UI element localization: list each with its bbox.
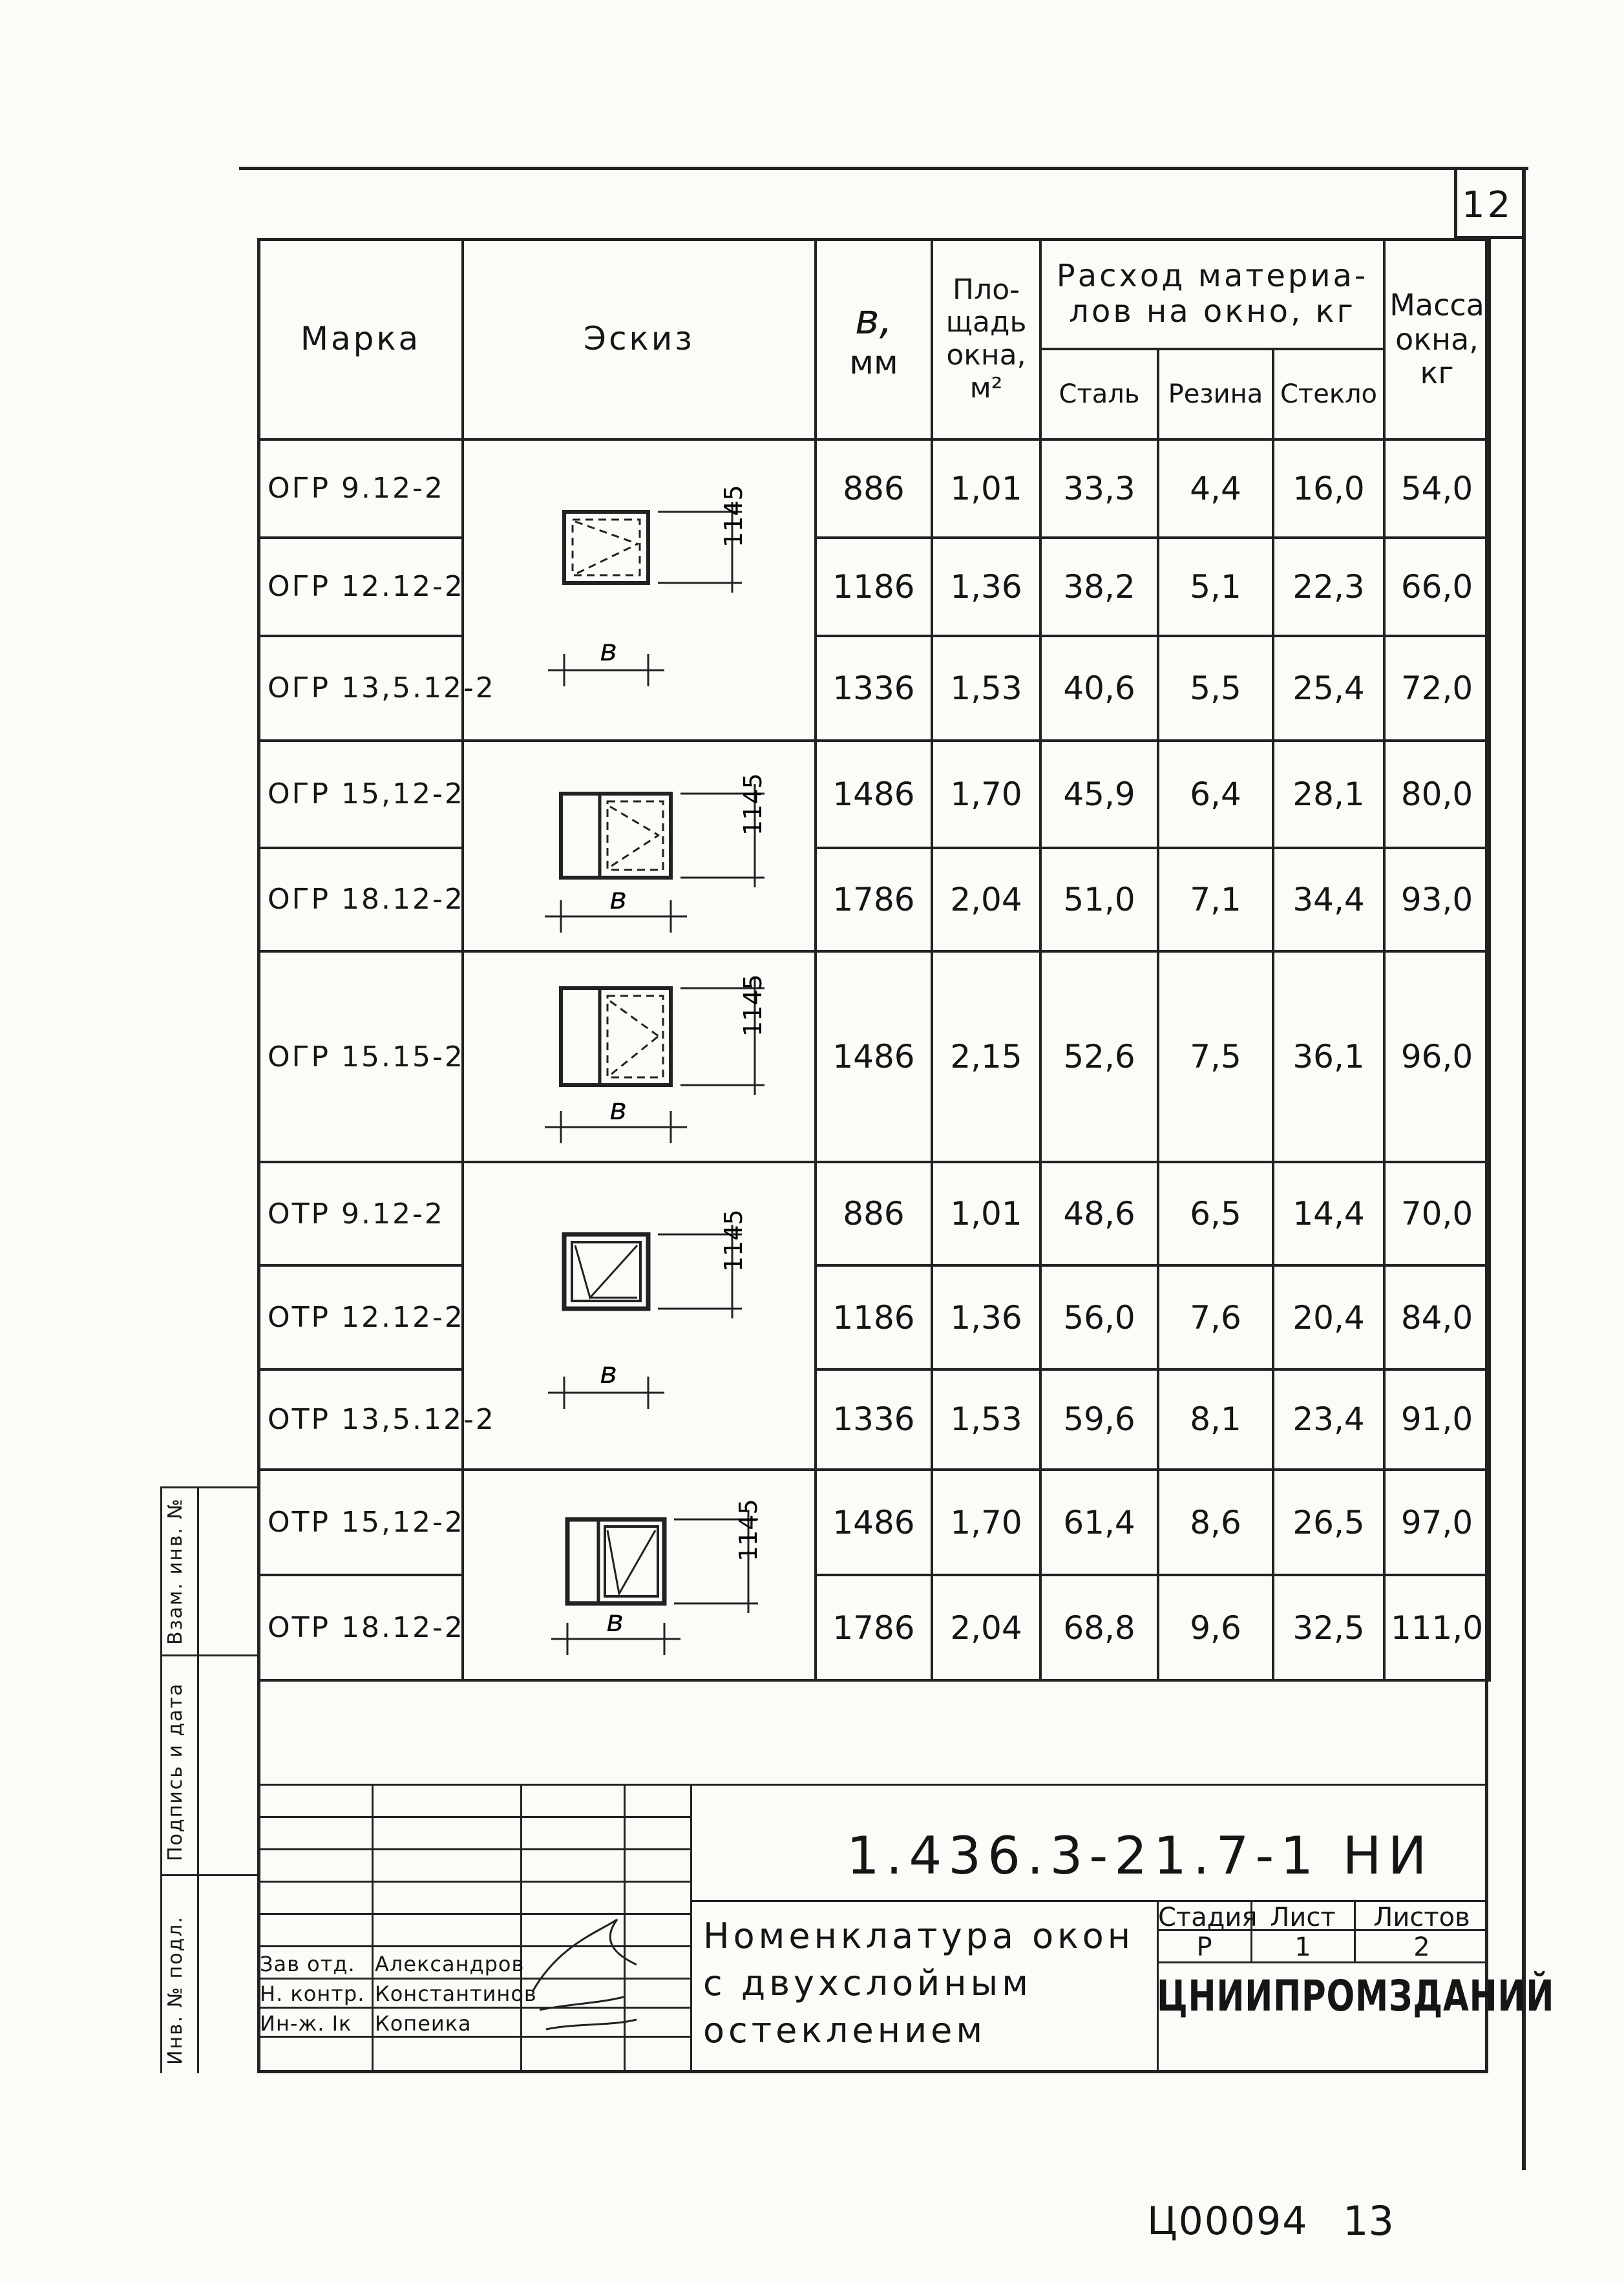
archive-number: 13 xyxy=(1343,2197,1394,2245)
header-glass: Стекло xyxy=(1273,349,1384,439)
width-cell: 1186 xyxy=(816,1265,932,1369)
mark-cell: ОТР 9.12-2 xyxy=(258,1162,463,1265)
organization-name: ЦНИИПРОМЗДАНИЙ xyxy=(1157,1971,1555,2021)
glass-cell: 36,1 xyxy=(1273,951,1384,1162)
area-cell: 1,70 xyxy=(932,1470,1040,1575)
area-cell: 2,04 xyxy=(932,848,1040,951)
area-cell: 1,36 xyxy=(932,1265,1040,1369)
header-area: Пло- щадь окна, м² xyxy=(932,239,1040,439)
area-cell: 1,01 xyxy=(932,1162,1040,1265)
stamp-col-line xyxy=(690,1784,692,2073)
sketch-width-label: в xyxy=(609,1092,627,1126)
mass-cell: 80,0 xyxy=(1384,741,1490,848)
header-rubber: Резина xyxy=(1158,349,1273,439)
sketch-width-label: в xyxy=(609,881,627,916)
rubber-cell: 6,4 xyxy=(1158,741,1273,848)
steel-cell: 51,0 xyxy=(1040,848,1158,951)
mass-cell: 96,0 xyxy=(1384,951,1490,1162)
mass-cell: 54,0 xyxy=(1384,439,1490,538)
width-cell: 1186 xyxy=(816,538,932,636)
mark-cell: ОТР 12.12-2 xyxy=(258,1265,463,1369)
stage-value: Р xyxy=(1196,1932,1212,1962)
width-cell: 886 xyxy=(816,1162,932,1265)
steel-cell: 45,9 xyxy=(1040,741,1158,848)
stamp-col-line xyxy=(372,1784,374,2073)
header-width-symbol: в, xyxy=(854,296,893,344)
sketch-width-label: в xyxy=(600,633,618,668)
glass-cell: 23,4 xyxy=(1273,1369,1384,1470)
rubber-cell: 8,6 xyxy=(1158,1470,1273,1575)
sketch-height-label: 1145 xyxy=(739,974,767,1037)
glass-cell: 25,4 xyxy=(1273,636,1384,741)
rubber-cell: 9,6 xyxy=(1158,1575,1273,1680)
staff-role: Ин-ж. Iк xyxy=(260,2011,352,2036)
sketch-width-label: в xyxy=(600,1355,618,1390)
width-cell: 1486 xyxy=(816,741,932,848)
stamp-top-line xyxy=(257,1784,1488,1786)
sheet-value: 1 xyxy=(1294,1932,1311,1962)
area-cell: 1,01 xyxy=(932,439,1040,538)
sketch-width-label: в xyxy=(606,1603,624,1638)
rubber-cell: 7,6 xyxy=(1158,1265,1273,1369)
area-cell: 1,70 xyxy=(932,741,1040,848)
width-cell: 1786 xyxy=(816,1575,932,1680)
mass-cell: 111,0 xyxy=(1384,1575,1490,1680)
header-steel: Сталь xyxy=(1040,349,1158,439)
mass-cell: 66,0 xyxy=(1384,538,1490,636)
glass-cell: 16,0 xyxy=(1273,439,1384,538)
area-cell: 1,53 xyxy=(932,636,1040,741)
header-sketch: Эскиз xyxy=(463,239,816,439)
page-number: 12 xyxy=(1462,184,1513,226)
mark-cell: ОГР 9.12-2 xyxy=(258,439,463,538)
rubber-cell: 7,5 xyxy=(1158,951,1273,1162)
mark-cell: ОГР 15.15-2 xyxy=(258,951,463,1162)
mass-cell: 93,0 xyxy=(1384,848,1490,951)
mass-cell: 91,0 xyxy=(1384,1369,1490,1470)
steel-cell: 48,6 xyxy=(1040,1162,1158,1265)
rubber-cell: 5,5 xyxy=(1158,636,1273,741)
stamp-code-line xyxy=(690,1900,1488,1902)
sketch-height-label: 1145 xyxy=(719,485,748,547)
rubber-cell: 5,1 xyxy=(1158,538,1273,636)
glass-cell: 34,4 xyxy=(1273,848,1384,951)
mark-cell: ОТР 13,5.12-2 xyxy=(258,1369,463,1470)
signatures xyxy=(520,1907,649,2036)
staff-name: Копеика xyxy=(375,2011,472,2036)
mass-cell: 97,0 xyxy=(1384,1470,1490,1575)
width-cell: 886 xyxy=(816,439,932,538)
mark-cell: ОГР 13,5.12-2 xyxy=(258,636,463,741)
mark-cell: ОТР 18.12-2 xyxy=(258,1575,463,1680)
header-consumption: Расход материа- лов на окно, кг xyxy=(1040,239,1384,349)
area-cell: 1,36 xyxy=(932,538,1040,636)
steel-cell: 61,4 xyxy=(1040,1470,1158,1575)
mark-cell: ОГР 15,12-2 xyxy=(258,741,463,848)
width-cell: 1486 xyxy=(816,1470,932,1575)
area-cell: 2,04 xyxy=(932,1575,1040,1680)
staff-role: Зав отд. xyxy=(260,1952,355,1976)
steel-cell: 59,6 xyxy=(1040,1369,1158,1470)
mark-cell: ОГР 12.12-2 xyxy=(258,538,463,636)
glass-cell: 20,4 xyxy=(1273,1265,1384,1369)
sketch-height-label: 1145 xyxy=(719,1209,748,1272)
area-cell: 1,53 xyxy=(932,1369,1040,1470)
document-code: 1.436.3-21.7-1 НИ xyxy=(847,1826,1433,1886)
steel-cell: 40,6 xyxy=(1040,636,1158,741)
mass-cell: 70,0 xyxy=(1384,1162,1490,1265)
header-mass: Масса окна, кг xyxy=(1384,239,1490,439)
steel-cell: 68,8 xyxy=(1040,1575,1158,1680)
rubber-cell: 7,1 xyxy=(1158,848,1273,951)
glass-cell: 26,5 xyxy=(1273,1470,1384,1575)
sheet-frame xyxy=(257,238,1555,2073)
strip-line xyxy=(197,1486,199,2073)
archive-code: Ц00094 xyxy=(1147,2199,1309,2244)
rubber-cell: 8,1 xyxy=(1158,1369,1273,1470)
strip-line xyxy=(160,1874,257,1876)
sign-label: Подпись и дата xyxy=(164,1682,187,1861)
rubber-cell: 4,4 xyxy=(1158,439,1273,538)
mass-cell: 72,0 xyxy=(1384,636,1490,741)
width-cell: 1336 xyxy=(816,1369,932,1470)
sheet-label: Лист xyxy=(1270,1903,1336,1932)
staff-role: Н. контр. xyxy=(260,1981,365,2006)
glass-cell: 14,4 xyxy=(1273,1162,1384,1265)
inv-label: Инв. № подл. xyxy=(164,1916,187,2065)
right-border-line xyxy=(1522,167,1526,2170)
sketch-height-label: 1145 xyxy=(734,1499,763,1561)
strip-line xyxy=(160,1654,257,1656)
staff-name: Константинов xyxy=(375,1981,537,2006)
width-cell: 1786 xyxy=(816,848,932,951)
stage-label: Стадия xyxy=(1158,1903,1258,1932)
glass-cell: 32,5 xyxy=(1273,1575,1384,1680)
steel-cell: 56,0 xyxy=(1040,1265,1158,1369)
top-border-line xyxy=(239,167,1528,170)
width-cell: 1486 xyxy=(816,951,932,1162)
steel-cell: 38,2 xyxy=(1040,538,1158,636)
glass-cell: 28,1 xyxy=(1273,741,1384,848)
sheets-label: Листов xyxy=(1373,1903,1470,1932)
rubber-cell: 6,5 xyxy=(1158,1162,1273,1265)
mark-cell: ОТР 15,12-2 xyxy=(258,1470,463,1575)
replace-label: Взам. инв. № xyxy=(164,1497,187,1645)
mass-cell: 84,0 xyxy=(1384,1265,1490,1369)
sheets-value: 2 xyxy=(1413,1932,1430,1962)
header-mark: Марка xyxy=(258,239,463,439)
glass-cell: 22,3 xyxy=(1273,538,1384,636)
area-cell: 2,15 xyxy=(932,951,1040,1162)
steel-cell: 33,3 xyxy=(1040,439,1158,538)
staff-name: Александров xyxy=(375,1952,525,1976)
strip-line xyxy=(160,1486,162,2073)
header-width-unit: мм xyxy=(849,344,898,382)
steel-cell: 52,6 xyxy=(1040,951,1158,1162)
document-title: Номенклатура окон с двухслойным остеклением xyxy=(703,1916,1135,2051)
sketch-height-label: 1145 xyxy=(739,773,767,836)
strip-line xyxy=(160,1486,257,1488)
mark-cell: ОГР 18.12-2 xyxy=(258,848,463,951)
width-cell: 1336 xyxy=(816,636,932,741)
